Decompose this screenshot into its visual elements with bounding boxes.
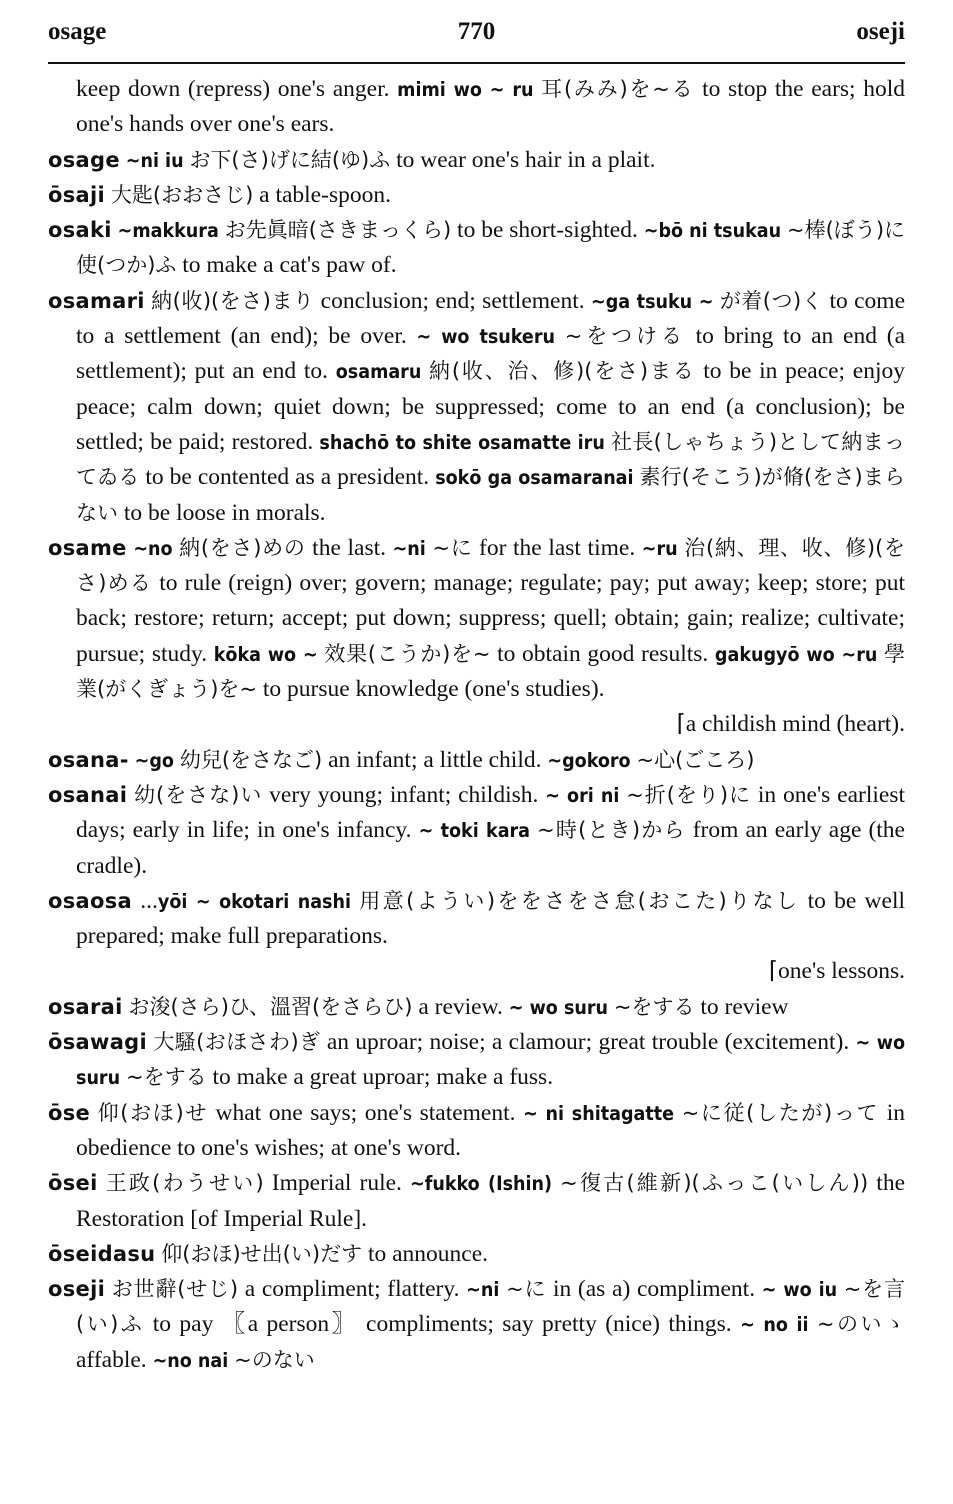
- definition-text: [674, 1100, 682, 1126]
- definition-text: [105, 1276, 112, 1302]
- headword: oseji: [48, 1277, 106, 1302]
- japanese-text: 大騷(おほさわ)ぎ: [153, 1030, 321, 1055]
- romaji-phrase: ~gokoro: [547, 748, 631, 772]
- dictionary-entry: [48, 778, 905, 884]
- definition-text: in one's earliest days; early in life; in one's infancy.: [76, 781, 906, 844]
- definition-text: to bring to an end (a settlement); put an end to.: [76, 323, 905, 385]
- japanese-text: 素行(そこう)が脩(をさ)まらない: [76, 465, 905, 525]
- definition-text: the last.: [305, 534, 393, 561]
- definition-text: to be contented as a president.: [139, 464, 436, 491]
- definition-text: for the last time.: [472, 534, 642, 561]
- dictionary-entry: [48, 1272, 905, 1378]
- japanese-text: ~心(ごころ): [636, 747, 755, 772]
- definition-text: to wear one's hair in a plait.: [390, 146, 656, 173]
- japanese-text: ~をつける: [564, 324, 686, 349]
- headword: osame: [48, 535, 127, 560]
- japanese-text: ~に: [432, 535, 473, 560]
- definition-text: keep down (repress) one's anger.: [76, 76, 398, 102]
- definition-text: [837, 1276, 844, 1302]
- definition-text: in (as a) compliment.: [546, 1276, 762, 1303]
- definition-text: to stop the ears; hold one's hands over one's ears.: [76, 76, 906, 138]
- definition-text: to obtain good results.: [490, 640, 715, 667]
- definition-text: an uproar; noise; a clamour; great trouble (excitement).: [320, 1029, 856, 1056]
- definition-text: ...: [132, 887, 158, 914]
- dictionary-entry: [48, 743, 905, 778]
- romaji-phrase: ~ ni shitagatte: [523, 1101, 675, 1125]
- definition-text: [809, 1311, 817, 1337]
- definition-text: in obedience to one's wishes; at one's word.: [76, 1099, 906, 1161]
- definition-text: [555, 323, 565, 349]
- japanese-text: 社長(しゃちょう)として納まってゐる: [76, 429, 906, 490]
- dictionary-entry: [48, 72, 905, 143]
- romaji-phrase: ~ ori ni: [545, 783, 620, 807]
- romaji-phrase: ~ni iu: [125, 148, 184, 172]
- dictionary-entry: [48, 884, 905, 990]
- header-left-guide-word: osage: [48, 18, 107, 45]
- japanese-text: 幼(をさな)い: [134, 782, 263, 807]
- dictionary-entry: [48, 531, 905, 743]
- romaji-phrase: ~ wo iu: [761, 1278, 838, 1302]
- definition-text: Imperial rule.: [263, 1170, 411, 1197]
- japanese-text: 幼兒(をさなご): [179, 747, 323, 772]
- romaji-phrase: ~ga tsuku ~: [591, 289, 714, 313]
- dictionary-entry: [48, 213, 905, 284]
- definition-text: a review.: [412, 993, 509, 1020]
- japanese-text: 王政(わうせい): [105, 1171, 264, 1196]
- japanese-text: 治(納、理、收、修)(をさ)める: [76, 535, 906, 596]
- romaji-phrase: mimi wo ~ ru: [397, 78, 534, 101]
- japanese-text: 學業(がくぎょう)を~: [76, 641, 906, 702]
- romaji-phrase: ~bō ni tsukau: [643, 219, 782, 243]
- entry-list: [48, 72, 905, 1378]
- dictionary-entry: [48, 178, 905, 213]
- dictionary-entry: [48, 284, 905, 531]
- definition-text: to be in peace; enjoy peace; calm down; quiet down; be suppressed; come to an end (a conclusion); be settled; be paid; restored.: [76, 358, 905, 455]
- dictionary-entry: [48, 990, 905, 1025]
- japanese-text: 納(收)(をさ)まり: [151, 288, 315, 313]
- japanese-text: 仰(おほ)せ: [97, 1100, 208, 1125]
- japanese-text: ~を言(い)ふ: [76, 1277, 905, 1337]
- romaji-phrase: ~no nai: [152, 1348, 229, 1372]
- japanese-text: 仰(おほ)せ出(い)だす: [161, 1241, 363, 1266]
- romaji-phrase: ~fukko (Ishin): [410, 1172, 553, 1196]
- definition-text: to be well prepared; make full preparations.: [76, 887, 906, 950]
- japanese-text: ~をする: [125, 1065, 207, 1090]
- romaji-phrase: ~go: [134, 748, 174, 772]
- headword: osana-: [48, 747, 129, 772]
- definition-text: to pay 〖a person〗 compliments; say pretty (nice) things.: [144, 1311, 741, 1338]
- definition-text: to pursue knowledge (one's studies).: [256, 676, 605, 703]
- definition-text: to make a cat's paw of.: [176, 252, 397, 279]
- japanese-text: ~のいゝ: [816, 1312, 905, 1337]
- japanese-text: お先眞暗(さきまっくら): [224, 218, 452, 243]
- romaji-phrase: ~ wo suru: [508, 995, 609, 1019]
- definition-text: to review: [694, 993, 789, 1020]
- headword: ōse: [48, 1100, 91, 1125]
- japanese-text: 大匙(おおさじ): [110, 182, 254, 207]
- japanese-text: お浚(さら)ひ、溫習(をさらひ): [128, 994, 413, 1019]
- headword: osage: [48, 147, 120, 172]
- japanese-text: 納(收、治、修)(をさ)まる: [429, 359, 696, 384]
- japanese-text: ~をする: [613, 994, 695, 1019]
- romaji-phrase: ~ no ii: [740, 1313, 809, 1337]
- romaji-phrase: yōi ~ okotari nashi: [157, 889, 351, 913]
- definition-text: to be loose in morals.: [118, 499, 326, 526]
- page-number: 770: [457, 18, 496, 45]
- romaji-phrase: ~ wo suru: [76, 1031, 906, 1090]
- definition-text: to announce.: [362, 1240, 489, 1267]
- definition-text: affable.: [76, 1346, 153, 1373]
- definition-text: [90, 1100, 98, 1126]
- headword: ōsei: [48, 1171, 98, 1196]
- carry-over-text: ⌈one's lessons.: [768, 958, 905, 985]
- headword: osanai: [48, 782, 128, 807]
- japanese-text: ~折(をり)に: [626, 782, 752, 807]
- header-right-guide-word: oseji: [856, 18, 905, 45]
- japanese-text: 耳(みみ)を~る: [541, 77, 695, 101]
- dictionary-entry: [48, 143, 905, 178]
- japanese-text: ~復古(維新)(ふっこ(いしん)): [560, 1171, 869, 1196]
- header-rule: [48, 62, 905, 64]
- japanese-text: 納(をさ)めの: [179, 535, 306, 560]
- definition-text: an infant; a little child.: [322, 746, 548, 773]
- headword: osaki: [48, 218, 112, 243]
- japanese-text: ~棒(ぼう)に使(つか)ふ: [76, 218, 906, 278]
- headword: osarai: [48, 994, 123, 1019]
- romaji-phrase: osamaru: [335, 360, 422, 384]
- dictionary-entry: [48, 1025, 905, 1096]
- definition-text: from an early age (the cradle).: [76, 817, 905, 879]
- definition-text: [98, 1170, 106, 1196]
- japanese-text: お下(さ)げに結(ゆ)ふ: [189, 147, 391, 172]
- definition-text: to be short-sighted.: [451, 217, 644, 244]
- romaji-phrase: ~ toki kara: [418, 819, 531, 843]
- romaji-phrase: gakugyō wo ~ru: [714, 642, 878, 666]
- romaji-phrase: ~ni: [466, 1278, 500, 1302]
- definition-text: to make a great uproar; make a fuss.: [206, 1064, 554, 1091]
- headword: osaosa: [48, 888, 132, 913]
- romaji-phrase: sokō ga osamaranai: [435, 466, 634, 490]
- dictionary-entry: [48, 1166, 905, 1237]
- definition-text: very young; infant; childish.: [262, 781, 546, 808]
- headword: ōseidasu: [48, 1241, 156, 1266]
- japanese-text: お世辭(せじ): [111, 1277, 239, 1302]
- running-header: [48, 18, 905, 54]
- headword: osamari: [48, 288, 145, 313]
- dictionary-entry: [48, 1096, 905, 1167]
- definition-text: conclusion; end; settlement.: [314, 287, 591, 314]
- romaji-phrase: kōka wo ~: [213, 642, 318, 666]
- romaji-phrase: ~ni: [392, 536, 426, 560]
- definition-text: what one says; one's statement.: [207, 1099, 524, 1126]
- definition-text: [552, 1170, 560, 1196]
- japanese-text: ~に従(したが)って: [681, 1100, 880, 1125]
- romaji-phrase: ~ wo tsukeru: [416, 325, 555, 349]
- romaji-phrase: shachō to shite osamatte iru: [319, 430, 605, 454]
- japanese-text: ~時(とき)から: [537, 818, 686, 843]
- dictionary-entry: [48, 1237, 905, 1272]
- definition-text: to come to a settlement (an end); be over.: [76, 287, 905, 350]
- romaji-phrase: ~no: [133, 536, 173, 560]
- romaji-phrase: ~makkura: [117, 219, 219, 243]
- definition-text: the Restoration [of Imperial Rule].: [76, 1170, 906, 1232]
- definition-text: [421, 358, 429, 384]
- japanese-text: ~に: [506, 1277, 547, 1302]
- japanese-text: ~のない: [234, 1347, 315, 1372]
- definition-text: a compliment; flattery.: [238, 1276, 467, 1303]
- headword: ōsawagi: [48, 1030, 147, 1055]
- carry-over-text: ⌈a childish mind (heart).: [676, 711, 905, 738]
- definition-text: a table-spoon.: [253, 181, 391, 208]
- definition-text: to rule (reign) over; govern; manage; regulate; pay; put away; keep; store; put back; restore; return; accept; put down; suppress; quell; obtain; gain; realize; cultivate; pursue; study.: [76, 570, 905, 667]
- japanese-text: 用意(ようい)ををさをさ怠(おこた)りなし: [359, 888, 800, 913]
- romaji-phrase: ~ru: [641, 536, 678, 560]
- headword: ōsaji: [48, 182, 105, 207]
- japanese-text: が着(つ)く: [719, 288, 824, 313]
- japanese-text: 效果(こうか)を~: [324, 641, 491, 666]
